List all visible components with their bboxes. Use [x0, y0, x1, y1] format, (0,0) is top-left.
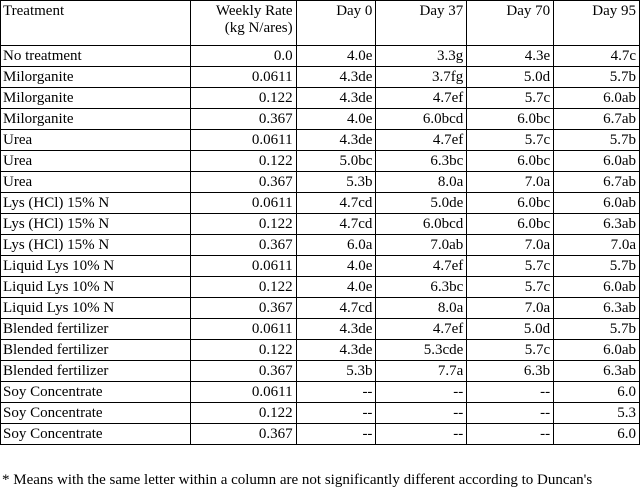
header-weekly-rate [190, 1, 296, 46]
cell-weekly-rate: 0.367 [190, 109, 296, 130]
cell-treatment: Lys (HCl) 15% N [1, 214, 191, 235]
cell-treatment: Urea [1, 151, 191, 172]
cell-day-37: 4.7ef [376, 88, 467, 109]
cell-day-95: 4.7c [554, 46, 640, 67]
cell-weekly-rate: 0.122 [190, 340, 296, 361]
cell-day-37: -- [376, 403, 467, 424]
cell-weekly-rate: 0.0611 [190, 319, 296, 340]
table-row [1, 424, 640, 445]
table-row [1, 214, 640, 235]
cell-day-95: 6.3ab [554, 298, 640, 319]
cell-day-37: 5.0de [376, 193, 467, 214]
cell-weekly-rate: 0.0611 [190, 67, 296, 88]
table-row [1, 382, 640, 403]
cell-day-70: 6.3b [467, 361, 554, 382]
cell-day-70: 5.7c [467, 277, 554, 298]
cell-day-95: 6.0ab [554, 277, 640, 298]
cell-day-0: 4.7cd [296, 298, 376, 319]
cell-day-0: 4.0e [296, 256, 376, 277]
cell-day-95: 6.3ab [554, 361, 640, 382]
cell-day-0: 5.3b [296, 361, 376, 382]
cell-weekly-rate: 0.122 [190, 88, 296, 109]
cell-treatment: Lys (HCl) 15% N [1, 193, 191, 214]
table-row [1, 172, 640, 193]
cell-day-0: 6.0a [296, 235, 376, 256]
cell-day-37: 8.0a [376, 298, 467, 319]
cell-weekly-rate: 0.367 [190, 361, 296, 382]
table-row [1, 403, 640, 424]
cell-day-37: 5.3cde [376, 340, 467, 361]
cell-day-70: 5.0d [467, 67, 554, 88]
header-row [1, 1, 640, 46]
cell-treatment: Liquid Lys 10% N [1, 277, 191, 298]
table-row [1, 235, 640, 256]
cell-day-70: 7.0a [467, 235, 554, 256]
cell-day-95: 5.7b [554, 67, 640, 88]
cell-day-0: 4.3de [296, 130, 376, 151]
cell-day-95: 6.0ab [554, 151, 640, 172]
header-day-37: Day 37 [376, 1, 467, 46]
cell-day-37: 6.3bc [376, 151, 467, 172]
cell-weekly-rate: 0.367 [190, 172, 296, 193]
cell-day-0: -- [296, 424, 376, 445]
cell-treatment: No treatment [1, 46, 191, 67]
cell-weekly-rate: 0.367 [190, 235, 296, 256]
cell-weekly-rate: 0.0611 [190, 193, 296, 214]
cell-day-0: 4.7cd [296, 214, 376, 235]
cell-treatment: Liquid Lys 10% N [1, 256, 191, 277]
cell-day-37: 4.7ef [376, 256, 467, 277]
cell-treatment: Liquid Lys 10% N [1, 298, 191, 319]
table-row [1, 298, 640, 319]
cell-day-37: -- [376, 424, 467, 445]
table-row [1, 130, 640, 151]
cell-treatment: Blended fertilizer [1, 340, 191, 361]
cell-weekly-rate: 0.0 [190, 46, 296, 67]
cell-treatment: Blended fertilizer [1, 361, 191, 382]
cell-day-95: 6.0 [554, 382, 640, 403]
cell-day-0: 4.0e [296, 46, 376, 67]
cell-day-70: 5.7c [467, 130, 554, 151]
cell-day-70: -- [467, 382, 554, 403]
cell-weekly-rate: 0.367 [190, 424, 296, 445]
cell-day-0: 4.0e [296, 277, 376, 298]
table-row [1, 340, 640, 361]
cell-day-0: -- [296, 403, 376, 424]
table-body [1, 46, 640, 445]
cell-day-70: -- [467, 403, 554, 424]
cell-day-37: 7.7a [376, 361, 467, 382]
table-row [1, 256, 640, 277]
cell-day-95: 6.7ab [554, 109, 640, 130]
cell-treatment: Soy Concentrate [1, 382, 191, 403]
cell-day-70: 4.3e [467, 46, 554, 67]
cell-day-0: 4.3de [296, 67, 376, 88]
cell-day-37: 4.7ef [376, 130, 467, 151]
table-row [1, 361, 640, 382]
header-day-70: Day 70 [467, 1, 554, 46]
cell-day-95: 5.7b [554, 319, 640, 340]
cell-day-70: 7.0a [467, 172, 554, 193]
cell-day-0: -- [296, 382, 376, 403]
cell-day-70: 5.7c [467, 340, 554, 361]
cell-weekly-rate: 0.122 [190, 403, 296, 424]
cell-day-95: 6.0ab [554, 88, 640, 109]
cell-day-0: 4.0e [296, 109, 376, 130]
cell-day-95: 6.7ab [554, 172, 640, 193]
cell-day-70: 5.0d [467, 319, 554, 340]
cell-day-70: 5.7c [467, 256, 554, 277]
header-treatment: Treatment [1, 1, 191, 46]
cell-day-0: 4.3de [296, 88, 376, 109]
cell-weekly-rate: 0.122 [190, 277, 296, 298]
table-row [1, 67, 640, 88]
cell-treatment: Milorganite [1, 109, 191, 130]
cell-day-95: 6.3ab [554, 214, 640, 235]
cell-weekly-rate: 0.0611 [190, 130, 296, 151]
cell-day-70: -- [467, 424, 554, 445]
cell-treatment: Soy Concentrate [1, 403, 191, 424]
header-day-0: Day 0 [296, 1, 376, 46]
cell-day-0: 5.0bc [296, 151, 376, 172]
cell-day-95: 6.0ab [554, 340, 640, 361]
cell-day-37: 7.0ab [376, 235, 467, 256]
cell-day-95: 6.0 [554, 424, 640, 445]
cell-treatment: Blended fertilizer [1, 319, 191, 340]
cell-weekly-rate: 0.0611 [190, 382, 296, 403]
cell-day-37: 6.0bcd [376, 214, 467, 235]
cell-weekly-rate: 0.0611 [190, 256, 296, 277]
cell-day-0: 5.3b [296, 172, 376, 193]
cell-day-70: 5.7c [467, 88, 554, 109]
cell-treatment: Milorganite [1, 67, 191, 88]
header-weekly-rate-line1: Weekly Rate [215, 3, 293, 19]
table-row [1, 277, 640, 298]
cell-treatment: Urea [1, 172, 191, 193]
cell-day-70: 6.0bc [467, 214, 554, 235]
cell-day-95: 6.0ab [554, 193, 640, 214]
cell-day-37: 8.0a [376, 172, 467, 193]
table-header [1, 1, 640, 46]
cell-day-37: 6.0bcd [376, 109, 467, 130]
cell-day-95: 5.3 [554, 403, 640, 424]
table-row [1, 46, 640, 67]
footnote: * Means with the same letter within a column are not significantly different according to Duncan's [2, 472, 593, 488]
cell-weekly-rate: 0.367 [190, 298, 296, 319]
table-row [1, 88, 640, 109]
table-row [1, 319, 640, 340]
cell-treatment: Lys (HCl) 15% N [1, 235, 191, 256]
cell-day-0: 4.3de [296, 340, 376, 361]
cell-day-70: 7.0a [467, 298, 554, 319]
header-day-95: Day 95 [554, 1, 640, 46]
cell-day-0: 4.7cd [296, 193, 376, 214]
cell-treatment: Soy Concentrate [1, 424, 191, 445]
cell-treatment: Milorganite [1, 88, 191, 109]
cell-weekly-rate: 0.122 [190, 214, 296, 235]
cell-day-70: 6.0bc [467, 151, 554, 172]
cell-weekly-rate: 0.122 [190, 151, 296, 172]
cell-treatment: Urea [1, 130, 191, 151]
cell-day-0: 4.3de [296, 319, 376, 340]
cell-day-37: 3.7fg [376, 67, 467, 88]
cell-day-37: -- [376, 382, 467, 403]
cell-day-95: 7.0a [554, 235, 640, 256]
cell-day-95: 5.7b [554, 130, 640, 151]
cell-day-37: 4.7ef [376, 319, 467, 340]
cell-day-70: 6.0bc [467, 193, 554, 214]
table-row [1, 193, 640, 214]
table-row [1, 151, 640, 172]
table-row [1, 109, 640, 130]
header-weekly-rate-line2: (kg N/ares) [224, 19, 293, 36]
cell-day-37: 6.3bc [376, 277, 467, 298]
cell-day-70: 6.0bc [467, 109, 554, 130]
cell-day-95: 5.7b [554, 256, 640, 277]
cell-day-37: 3.3g [376, 46, 467, 67]
